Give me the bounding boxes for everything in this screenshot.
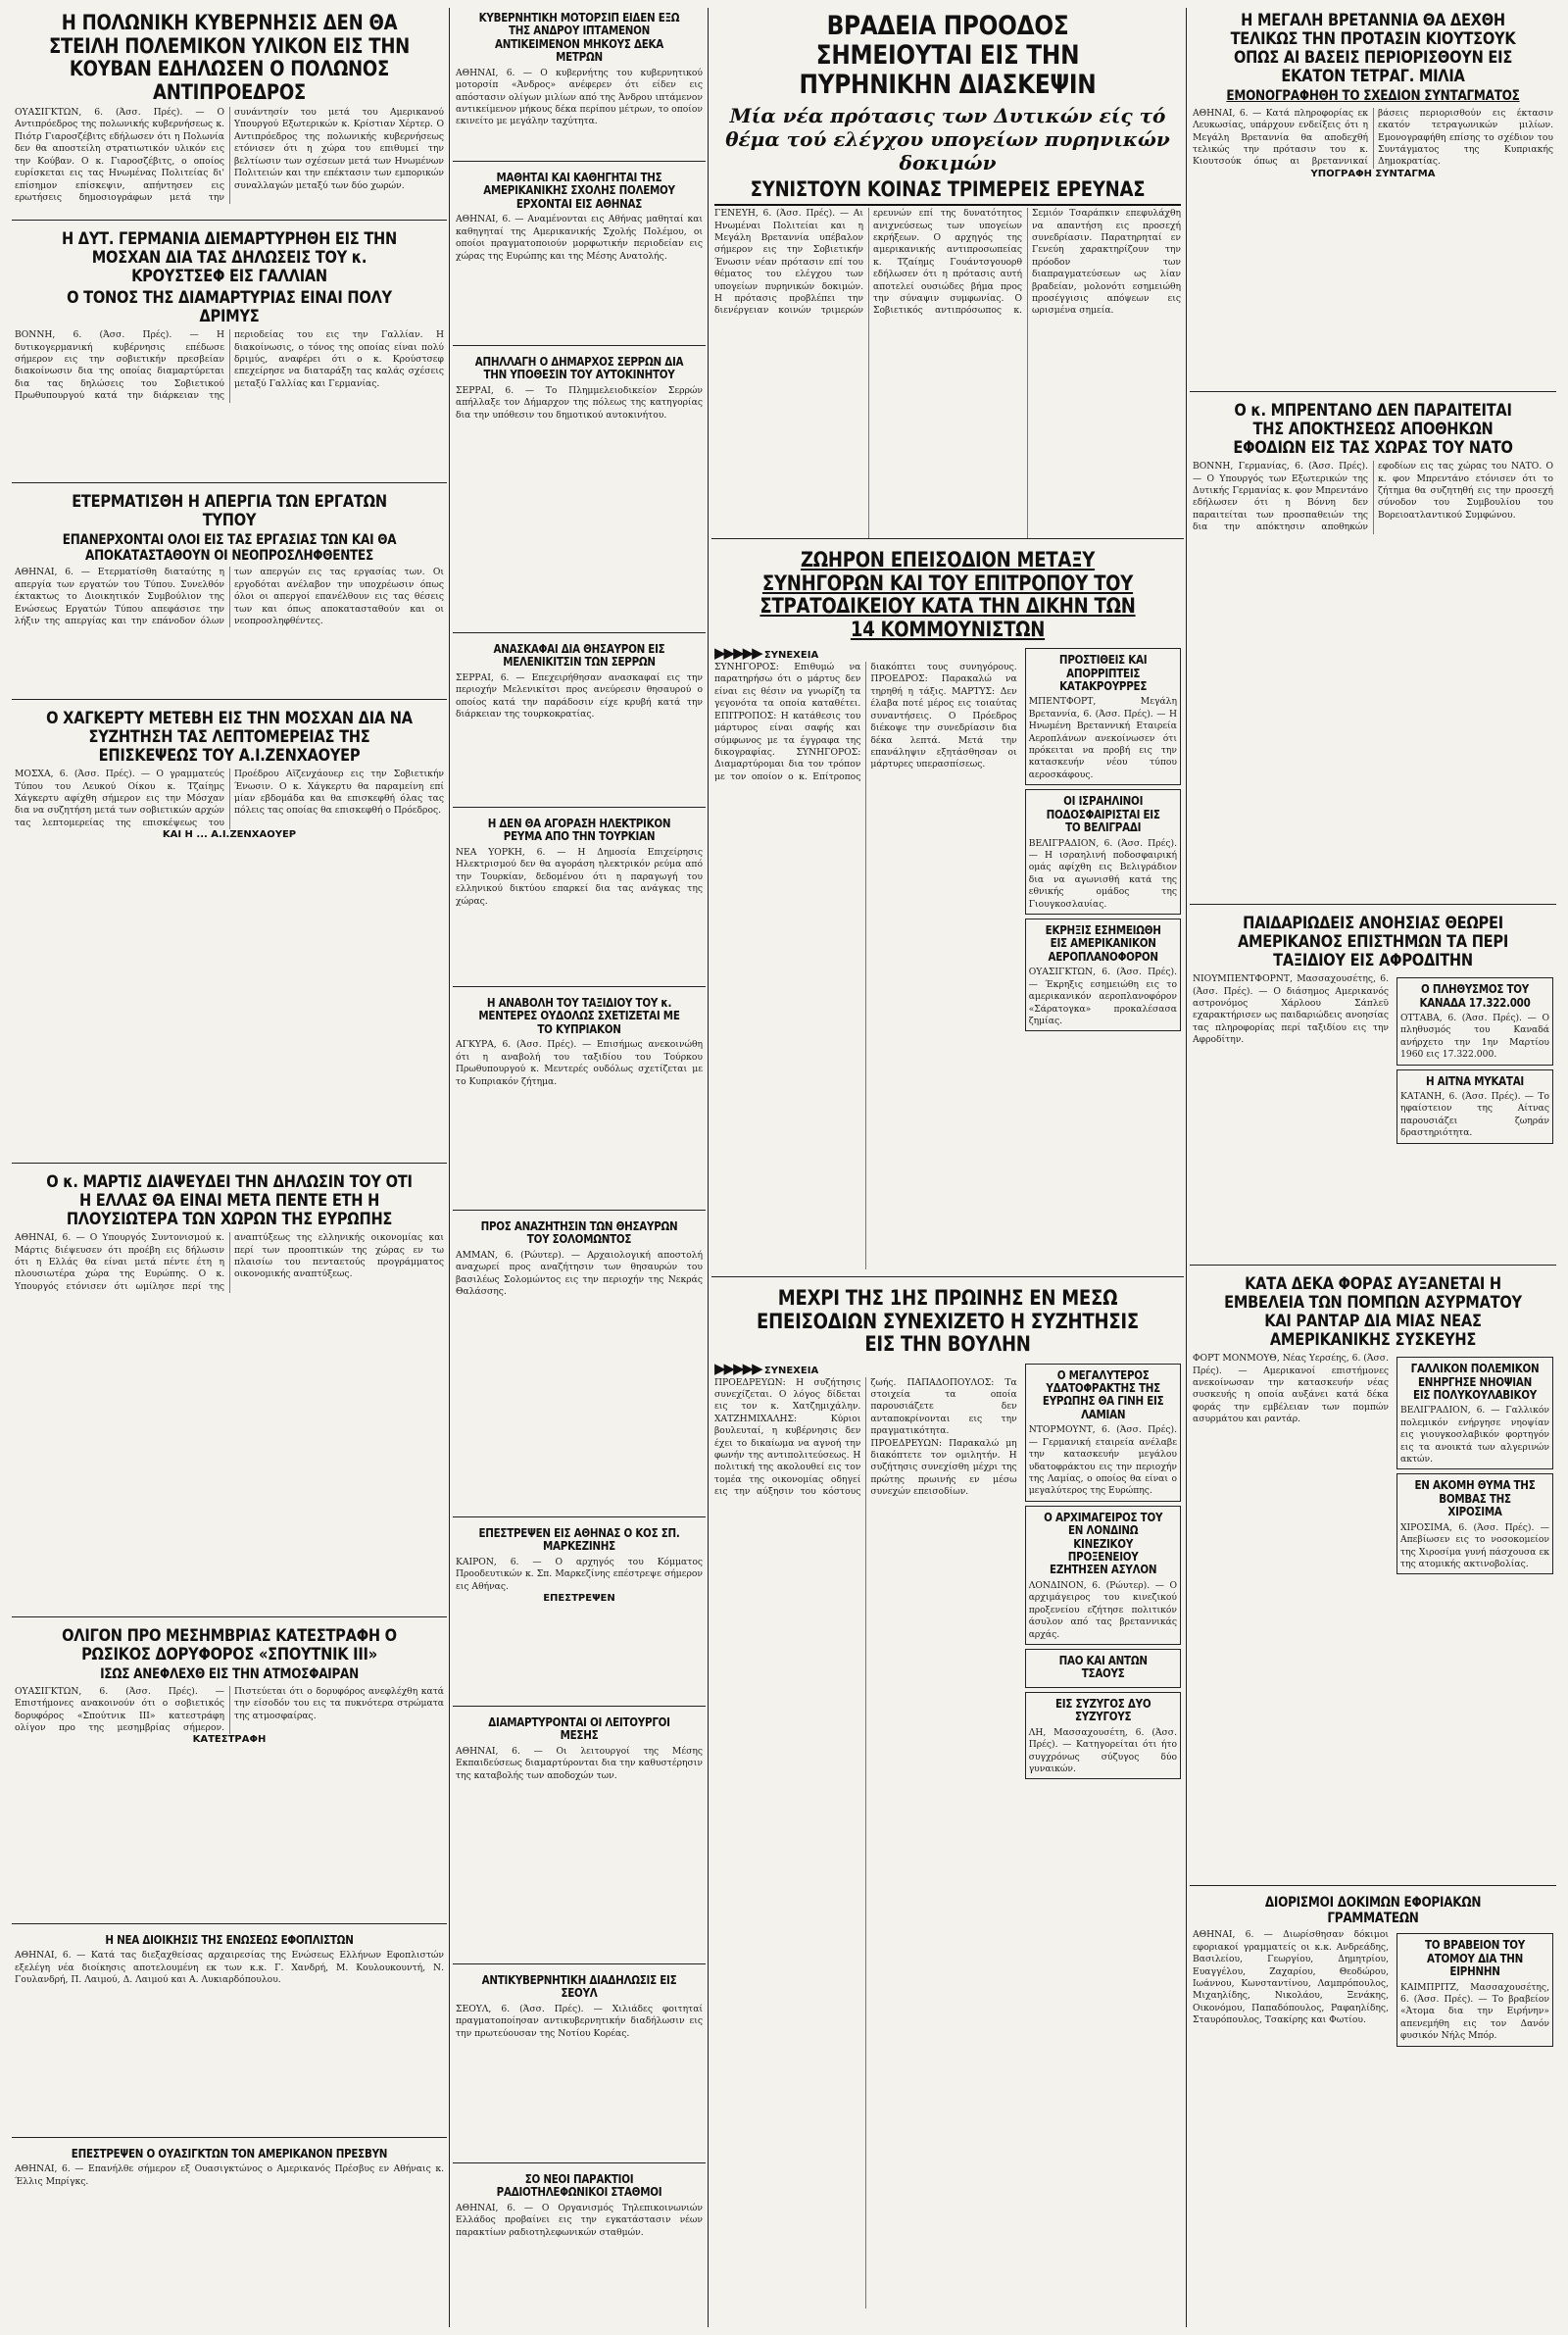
article-body: ΦΟΡΤ ΜΟΝΜΟΥΘ, Νέας Υερσέης, 6. (Άσσ. Πρές). — Αμερικανοί επιστήμονες ανεκοίνωσαν την κατασκευήν νέας συσκευής η οποία αυξάνει κατά δέκα φοράς την εμβέλειαν των πομπών ασυρμάτου και ραντάρ.: [1193, 1353, 1389, 1425]
inner-subhead: ΥΠΟΓΡΑΦΗ ΣΥΝΤΑΓΜΑ: [1310, 168, 1436, 179]
article-radio-stations: [453, 2169, 706, 2322]
box-headline: ΠΑΟ ΚΑΙ ΑΝΤΩΝ ΤΣΑΟΥΣ: [1058, 1653, 1148, 1681]
subheadline: Ο ΤΟΝΟΣ ΤΗΣ ΔΙΑΜΑΡΤΥΡΙΑΣ ΕΙΝΑΙ ΠΟΛΥ ΔΡΙΜΥΣ: [67, 288, 392, 327]
box-body: ΒΕΛΙΓΡΑΔΙΟΝ, 6. — Γαλλικόν πολεμικόν ενήργησε νηοψίαν εις γιουγκοσλαβικόν φορτηγόν εις τα ανοικτά των αλγερινών ακτών.: [1400, 1405, 1549, 1466]
article-body: ΝΙΟΥΜΠΕΝΤΦΟΡΝΤ, Μασσαχουσέτης, 6. (Άσσ. Πρές). — Ο διάσημος Αμερικανός αστρονόμος Χάρλοου Σάπλεϋ εχαρακτήρισεν ως παιδαριώδεις ανοησίας τας πληροφορίας περί ταξιδίου εις την Αφροδίτην.: [1193, 973, 1389, 1046]
subheadline: ΕΜΟΝΟΓΡΑΦΗΘΗ ΤΟ ΣΧΕΔΙΟΝ ΣΥΝΤΑΓΜΑΤΟΣ: [1226, 88, 1520, 105]
article-body: ΑΘΗΝΑΙ, 6. — Ο Οργανισμός Τηλεπικοινωνιών Ελλάδος προβαίνει εις την εγκατάστασιν νέων παρακτίων ραδιοτηλεφωνικών σταθμών.: [456, 2202, 703, 2238]
headline: ΕΠΕΣΤΡΕΨΕΝ ΕΙΣ ΑΘΗΝΑΣ Ο ΚΟΣ ΣΠ. ΜΑΡΚΕΖΙΝΗΣ: [478, 1526, 680, 1554]
column-3: [711, 8, 1184, 2327]
box-headline: ΕΙΣ ΣΥΖΥΓΟΣ ΔΥΟ ΣΥΖΥΓΟΥΣ: [1054, 1696, 1152, 1724]
article-body: ΝΕΑ ΥΟΡΚΗ, 6. — Η Δημοσία Επιχείρησις Ηλεκτρισμού δεν θα αγοράση ηλεκτρικόν ρεύμα από την Τουρκίαν, δεδομένου ότι η παραγωγή του ελληνικού δικτύου επαρκεί δια τας ανάγκας της χώρας.: [456, 846, 703, 907]
article-venus-trip: [1190, 911, 1556, 1266]
article-body: ΑΜΜΑΝ, 6. (Ρώυτερ). — Αρχαιολογική αποστολή αναχωρεί προς αναζήτησιν των θησαυρών του βασιλέως Σολομώντος εις την περιοχήν της Νεκράς Θαλάσσης.: [456, 1249, 703, 1298]
headline: ΑΠΗΛΛΑΓΗ Ο ΔΗΜΑΡΧΟΣ ΣΕΡΡΩΝ ΔΙΑ ΤΗΝ ΥΠΟΘΕΣΙΝ ΤΟΥ ΑΥΤΟΚΙΝΗΤΟΥ: [474, 355, 684, 382]
article-shipowners: [12, 1930, 447, 2138]
headline: Η ΔΕΝ ΘΑ ΑΓΟΡΑΣΗ ΗΛΕΚΤΡΙΚΟΝ ΡΕΥΜΑ ΑΠΟ ΤΗΝ ΤΟΥΡΚΙΑΝ: [487, 817, 671, 844]
sidebar-box-dam: [1025, 1364, 1181, 1502]
article-ambassador-return: [12, 2144, 447, 2307]
divider: [714, 204, 1181, 206]
article-body: ΑΘΗΝΑΙ, 6. — Ο κυβερνήτης του κυβερνητικού μοτορσίπ «Άνδρος» ανέφερεν ότι είδεν εις απόστασιν ολίγων μιλίων από της Άνδρου ιπτάμενον αντικείμενον μήκους δέκα περίπου μέτρων, το οποίον εκινείτο με μεγάλην ταχύτητα.: [456, 67, 703, 127]
continued-marker: ▶▶▶▶▶ ΣΥΝΕΧΕΙΑ: [714, 644, 819, 663]
article-treasure-digs: [453, 639, 706, 808]
box-body: ΟΤΤΑΒΑ, 6. (Άσσ. Πρές). — Ο πληθυσμός του Καναδά ανήρχετο την 1ην Μαρτίου 1960 εις 17.322.000.: [1400, 1012, 1549, 1061]
article-war-college: [453, 168, 706, 346]
headline: ΠΡΟΣ ΑΝΑΖΗΤΗΣΙΝ ΤΩΝ ΘΗΣΑΥΡΩΝ ΤΟΥ ΣΟΛΟΜΩΝΤΟΣ: [480, 1219, 678, 1247]
headline: ΖΩΗΡΟΝ ΕΠΕΙΣΟΔΙΟΝ ΜΕΤΑΞΥ ΣΥΝΗΓΟΡΩΝ ΚΑΙ ΤΟΥ ΕΠΙΤΡΟΠΟΥ ΤΟΥ ΣΤΡΑΤΟΔΙΚΕΙΟΥ ΚΑΤΑ ΤΗΝ ΔΙΚΗΝ ΤΩΝ 14 ΚΟΜΜΟΥΝΙΣΤΩΝ: [760, 548, 1136, 641]
box-headline: ΕΚΡΗΞΙΣ ΕΣΗΜΕΙΩΘΗ ΕΙΣ ΑΜΕΡΙΚΑΝΙΚΟΝ ΑΕΡΟΠΛΑΝΟΦΟΡΟΝ: [1045, 922, 1161, 964]
box-headline: Ο ΜΕΓΑΛΥΤΕΡΟΣ ΥΔΑΤΟΦΡΑΚΤΗΣ ΤΗΣ ΕΥΡΩΠΗΣ ΘΑ ΓΙΝΗ ΕΙΣ ΛΑΜΙΑΝ: [1042, 1367, 1164, 1421]
headline: ΣΟ ΝΕΟΙ ΠΑΡΑΚΤΙΟΙ ΡΑΔΙΟΤΗΛΕΦΩΝΙΚΟΙ ΣΤΑΘΜΟΙ: [496, 2172, 662, 2200]
sidebar-box-pao: [1025, 1649, 1181, 1688]
headline: Η ΠΟΛΩΝΙΚΗ ΚΥΒΕΡΝΗΣΙΣ ΔΕΝ ΘΑ ΣΤΕΙΛΗ ΠΟΛΕΜΙΚΟΝ ΥΛΙΚΟΝ ΕΙΣ ΤΗΝ ΚΟΥΒΑΝ ΕΔΗΛΩΣΕΝ Ο ΠΟΛΩΝΟΣ ΑΝΤΙΠΡΟΕΔΡΟΣ: [48, 11, 411, 104]
continued-marker: ▶▶▶▶▶ ΣΥΝΕΧΕΙΑ: [714, 1359, 819, 1377]
box-body: ΚΑΙΜΠΡΙΤΖ, Μασσαχουσέτης, 6. (Άσσ. Πρές). — Το βραβείον «Άτομα δια την Ειρήνην» απενεμήθη εις τον Δανόν φυσικόν Νήλς Μπόρ.: [1400, 1981, 1549, 2042]
box-headline: ΤΟ ΒΡΑΒΕΙΟΝ ΤΟΥ ΑΤΟΜΟΥ ΔΙΑ ΤΗΝ ΕΙΡΗΝΗΝ: [1424, 1938, 1525, 1979]
sidebar-box-hiroshima: [1396, 1473, 1553, 1574]
sidebar-box-asylum: [1025, 1506, 1181, 1645]
lead-headline: ΒΡΑΔΕΙΑ ΠΡΟΟΔΟΣ ΣΗΜΕΙΟΥΤΑΙ ΕΙΣ ΤΗΝ ΠΥΡΗΝΙΚΗΝ ΔΙΑΣΚΕΨΙΝ: [799, 11, 1097, 101]
article-body: ΣΕΡΡΑΙ, 6. — Επεχειρήθησαν ανασκαφαί εις την περιοχήν Μελενικίτσι προς ανεύρεσιν θησαυρού ο οποίος κατά την παράδοσιν είχε κρυβή κατά την διάρκειαν της τουρκοκρατίας.: [456, 671, 703, 720]
subheadline: ΕΠΑΝΕΡΧΟΝΤΑΙ ΟΛΟΙ ΕΙΣ ΤΑΣ ΕΡΓΑΣΙΑΣ ΤΩΝ ΚΑΙ ΘΑ ΑΠΟΚΑΤΑΣΤΑΘΟΥΝ ΟΙ ΝΕΟΠΡΟΣΛΗΦΘΕΝΤΕΣ: [62, 532, 397, 564]
box-headline: ΠΡΟΣΤΙΘΕΙΣ ΚΑΙ ΑΠΟΡΡΙΠΤΕΙΣ ΚΑΤΑΚΡΟΥΡΡΕΣ: [1058, 653, 1148, 693]
box-body: ΚΑΤΑΝΗ, 6. (Άσσ. Πρές). — Το ηφαίστειον της Αίτνας παρουσιάζει ζωηράν δραστηριότητα.: [1400, 1091, 1549, 1139]
article-markezinis: [453, 1523, 706, 1707]
article-body: ΑΘΗΝΑΙ, 6. — Κατά πληροφορίας εκ Λευκωσίας, υπάρχουν ενδείξεις ότι η Μεγάλη Βρεταννία θα αποδεχθή τελικώς την πρότασιν του κ. Κιουτσούκ όπως αι βρεταννικαί βάσεις περιορισθούν εις έκτασιν εκατόν τετραγωνικών μιλίων. Εμονογραφήθη επίσης το σχέδιον του Συντάγματος της Κυπριακής Δημοκρατίας.: [1193, 107, 1553, 168]
box-headline: Ο ΠΛΗΘΥΣΜΟΣ ΤΟΥ ΚΑΝΑΔΑ 17.322.000: [1419, 982, 1531, 1010]
article-parliament-debate: [711, 1283, 1184, 2327]
article-body: ΠΡΟΕΔΡΕΥΩΝ: Η συζήτησις συνεχίζεται. Ο λόγος δίδεται εις τον κ. Χατζημιχάλην. ΧΑΤΖΗΜΙΧΑΛΗΣ: Κύριοι βουλευταί, η κυβέρνησις δεν έχει το δικαίωμα να αγνοή την φωνήν της αντιπολιτεύσεως. Η πολιτική της ακολουθεί εις τον τομέα της οικονομίας οδηγεί εις την αύξησιν του κόστους ζωής. ΠΑΠΑΔΟΠΟΥΛΟΣ: Τα στοιχεία τα οποία παρουσιάζετε δεν ανταποκρίνονται εις την πραγματικότητα. ΠΡΟΕΔΡΕΥΩΝ: Παρακαλώ μη διακόπτετε τον ομιλητήν. Η συζήτησις συνεχίσθη μέχρι της πρώτης πρωινής εν μέσω συνεχών επεισοδίων.: [714, 1376, 1017, 1498]
article-teachers-protest: [453, 1713, 706, 1964]
box-headline: Η ΑΙΤΝΑ ΜΥΚΑΤΑΙ: [1425, 1073, 1525, 1088]
article-body: ΑΘΗΝΑΙ, 6. — Επανήλθε σήμερον εξ Ουασιγκτώνος ο Αμερικανός Πρέσβυς εν Αθήναις κ. Έλλις Μπρίγκς.: [15, 2163, 444, 2187]
headline: ΑΝΤΙΚΥΒΕΡΝΗΤΙΚΗ ΔΙΑΔΗΛΩΣΙΣ ΕΙΣ ΣΕΟΥΛ: [481, 1973, 677, 2001]
article-body: ΑΘΗΝΑΙ, 6. — Οι λειτουργοί της Μέσης Εκπαιδεύσεως διαμαρτύρονται δια την καθυστέρησιν της καταβολής των αποδοχών των.: [456, 1745, 703, 1781]
article-brentano-nato: [1190, 398, 1556, 905]
article-britain-bases: [1190, 8, 1556, 392]
inner-subhead: ΕΠΕΣΤΡΕΨΕΝ: [543, 1593, 615, 1605]
headline: Ο κ. ΜΑΡΤΙΣ ΔΙΑΨΕΥΔΕΙ ΤΗΝ ΔΗΛΩΣΙΝ ΤΟΥ ΟΤΙ Η ΕΛΛΑΣ ΘΑ ΕΙΝΑΙ ΜΕΤΑ ΠΕΝΤΕ ΕΤΗ Η ΠΛΟΥΣΙΩΤΕΡΑ ΤΩΝ ΧΩΡΩΝ ΤΗΣ ΕΥΡΩΠΗΣ: [46, 1172, 413, 1230]
headline: ΕΠΕΣΤΡΕΨΕΝ Ο ΟΥΑΣΙΓΚΤΩΝ ΤΟΝ ΑΜΕΡΙΚΑΝΟΝ ΠΡΕΣΒΥΝ: [71, 2147, 388, 2161]
article-body: ΟΥΑΣΙΓΚΤΩΝ, 6. (Άσσ. Πρές). — Ο Αντιπρόεδρος της πολωνικής κυβερνήσεως κ. Πιότρ Γιαροσζέβιτς εδήλωσεν ότι η Πολωνία δεν θα αποστείλη στρατιωτικόν υλικόν εις την Κούβαν. Ο κ. Γιαροσζέβιτς, ο οποίος ευρίσκεται εις τας Ηνωμένας Πολιτείας δι' επίσημον επίσκεψιν, απήντησεν εις ερωτήσεις δημοσιογράφων μετά την συνάντησίν του μετά του Αμερικανού Υπουργού Εξωτερικών κ. Κρίστιαν Χέρτερ. Ο Αντιπρόεδρος της πολωνικής κυβερνήσεως ετόνισεν ότι η χώρα του επιθυμεί την βελτίωσιν των σχέσεων μετά των Ηνωμένων Πολιτειών και την επέκτασιν των εμπορικών συναλλαγών μεταξύ των δύο χωρών.: [15, 107, 444, 203]
box-headline: ΟΙ ΙΣΡΑΗΛΙΝΟΙ ΠΟΔΟΣΦΑΙΡΙΣΤΑΙ ΕΙΣ ΤΟ ΒΕΛΙΓΡΑΔΙ: [1046, 794, 1160, 835]
headline: ΟΛΙΓΟΝ ΠΡΟ ΜΕΣΗΜΒΡΙΑΣ ΚΑΤΕΣΤΡΑΦΗ Ο ΡΩΣΙΚΟΣ ΔΟΡΥΦΟΡΟΣ «ΣΠΟΥΤΝΙΚ ΙΙΙ»: [62, 1626, 397, 1665]
sidebar-box-canada: [1396, 977, 1553, 1066]
lead-subheadline: Μία νέα πρότασις των Δυτικών είς τό θέμα τού ελέγχου υπογείων πυρηνικών δοκιμών: [725, 103, 1170, 174]
article-body: ΑΘΗΝΑΙ, 6. — Ο Υπουργός Συντονισμού κ. Μάρτις διέψευσεν ότι προέβη εις δήλωσιν ότι η Ελλάς θα είναι μετά πέντε έτη η πλουσιωτέρα χώρα της Ευρώπης. Ο κ. Υπουργός ετόνισεν ότι ωμίλησε περί της αναπτύξεως της ελληνικής οικονομίας και περί των προοπτικών της χώρας εν τω πλαισίω του πενταετούς προγράμματος οικονομικής αναπτύξεως.: [15, 1232, 444, 1292]
article-body: ΑΘΗΝΑΙ, 6. — Διωρίσθησαν δόκιμοι εφοριακοί γραμματείς οι κ.κ. Ανδρεάδης, Βασιλείου, Γεωργίου, Δημητρίου, Ευαγγέλου, Ζαχαρίου, Θεοδώρου, Ιωάννου, Κωνσταντίνου, Λαμπρόπουλος, Μιχαηλίδης, Νικολάου, Ξενάκης, Οικονόμου, Παπαδόπουλος, Ραφαηλίδης, Σταυρόπουλος, Τσακίρης και Φωτίου.: [1193, 1929, 1389, 2026]
article-electricity-turkey: [453, 814, 706, 987]
headline: Ο κ. ΜΠΡΕΝΤΑΝΟ ΔΕΝ ΠΑΡΑΙΤΕΙΤΑΙ ΤΗΣ ΑΠΟΚΤΗΣΕΩΣ ΑΠΟΘΗΚΩΝ ΕΦΟΔΙΩΝ ΕΙΣ ΤΑΣ ΧΩΡΑΣ ΤΟΥ ΝΑΤΟ: [1233, 401, 1513, 459]
article-radar-device: [1190, 1271, 1556, 1886]
box-body: ΟΥΑΣΙΓΚΤΩΝ, 6. (Άσσ. Πρές). — Έκρηξις εσημειώθη εις το αμερικανικόν αεροπλανοφόρον «Σάρατογκα» προκαλέσασα ζημίας.: [1028, 967, 1177, 1026]
article-solomon-treasures: [453, 1217, 706, 1517]
article-press-strike: [12, 489, 447, 700]
column-rule: [449, 8, 450, 2327]
article-body: ΟΥΑΣΙΓΚΤΩΝ, 6. (Άσσ. Πρές). — Επιστήμονες ανακοινούν ότι ο σοβιετικός δορυφόρος «Σπούτνικ ΙΙΙ» κατεστράφη ολίγον προ της μεσημβρίας σήμερον. Πιστεύεται ότι ο δορυφόρος ανεφλέχθη κατά την είσοδόν του εις τα πυκνότερα στρώματα της ατμοσφαίρας.: [15, 1685, 444, 1733]
headline: ΑΝΑΣΚΑΦΑΙ ΔΙΑ ΘΗΣΑΥΡΟΝ ΕΙΣ ΜΕΛΕΝΙΚΙΤΣΙΝ ΤΩΝ ΣΕΡΡΩΝ: [493, 642, 665, 670]
inner-subhead: ΚΑΙ Η ... Α.Ι.ΖΕΝΧΑΟΥΕΡ: [162, 829, 297, 841]
box-headline: ΕΝ ΑΚΟΜΗ ΘΥΜΑ ΤΗΣ ΒΟΜΒΑΣ ΤΗΣ ΧΙΡΟΣΙΜΑ: [1414, 1478, 1536, 1519]
article-body: ΣΕΟΥΛ, 6. (Άσσ. Πρές). — Χιλιάδες φοιτηταί πραγματοποίησαν αντικυβερνητικήν διαδήλωσιν εις την πρωτεύουσαν της Νοτίου Κορέας.: [456, 2003, 703, 2039]
article-body: ΜΟΣΧΑ, 6. (Άσσ. Πρές). — Ο γραμματεύς Τύπου του Λευκού Οίκου κ. Τζαίημς Χάγκερτυ αφίχθη σήμερον εις την Μόσχαν δια να συζητήση μετά των σοβιετικών αρχών τας λεπτομερείας της επισκέψεως του Προέδρου Αϊζενχάουερ εις την Σοβιετικήν Ένωσιν. Ο κ. Χάγκερτυ θα παραμείνη επί μίαν εβδομάδα και θα επισκεφθή όλας τας πόλεις τας οποίας θα επισκεφθή ο Πρόεδρος.: [15, 769, 444, 828]
article-motorship-ufo: [453, 8, 706, 162]
article-serres-mayor: [453, 352, 706, 633]
lead-article-nuclear-conference: [711, 8, 1184, 539]
article-body: ΓΕΝΕΥΗ, 6. (Άσσ. Πρές). — Αι Ηνωμέναι Πολιτείαι και η Μεγάλη Βρεταννία υπέβαλον σήμερον εις την Σοβιετικήν Ένωσιν νέαν πρότασιν επί του θέματος του ελέγχου των υπογείων πυρηνικών δοκιμών. Η πρότασις προβλέπει την διενέργειαν κοινών τριμερών ερευνών επί της δυνατότητος ανιχνεύσεως των υπογείων εκρήξεων. Ο αρχηγός της αμερικανικής αντιπροσωπείας κ. Τζαίημς Γουάντσγουορθ εδήλωσεν ότι η πρότασις αυτή αποτελεί ουσιώδες βήμα προς την σύναψιν συμφωνίας. Ο Σοβιετικός αντιπρόσωπος κ. Σεμιόν Τσαράπκιν επεφυλάχθη να απαντήση εις προσεχή συνεδρίασιν. Παρατηρηταί εν Γενεύη χαρακτηρίζουν την πρόοδον των διαπραγματεύσεων ως λίαν βραδείαν, μολονότι εσημειώθη προσέγγισις απόψεων εις ωρισμένα σημεία.: [714, 208, 1181, 317]
column-2: [453, 8, 706, 2327]
sidebar-box-bigamy: [1025, 1692, 1181, 1780]
inner-subhead: ΚΑΤΕΣΤΡΑΦΗ: [192, 1734, 267, 1746]
box-headline: ΓΑΛΛΙΚΟΝ ΠΟΛΕΜΙΚΟΝ ΕΝΗΡΓΗΣΕ ΝΗΟΨΙΑΝ ΕΙΣ ΠΟΛΥΚΟΥΛΑΒΙΚΟΥ: [1410, 1362, 1540, 1402]
headline: Ο ΧΑΓΚΕΡΤΥ ΜΕΤΕΒΗ ΕΙΣ ΤΗΝ ΜΟΣΧΑΝ ΔΙΑ ΝΑ ΣΥΖΗΤΗΣΗ ΤΑΣ ΛΕΠΤΟΜΕΡΕΙΑΣ ΤΗΣ ΕΠΙΣΚΕΨΕΩΣ ΤΟΥ Α.Ι.ΖΕΝΧΑΟΥΕΡ: [46, 709, 413, 767]
headline: ΔΙΑΜΑΡΤΥΡΟΝΤΑΙ ΟΙ ΛΕΙΤΟΥΡΓΟΙ ΜΕΣΗΣ: [488, 1715, 670, 1743]
headline: ΕΤΕΡΜΑΤΙΣΘΗ Η ΑΠΕΡΓΙΑ ΤΩΝ ΕΡΓΑΤΩΝ ΤΥΠΟΥ: [72, 492, 387, 531]
column-4: [1190, 8, 1556, 2327]
article-court-incident: [711, 545, 1184, 1277]
column-rule: [708, 8, 709, 2327]
article-body: ΚΑΙΡΟΝ, 6. — Ο αρχηγός του Κόμματος Προοδευτικών κ. Σπ. Μαρκεζίνης επέστρεψε σήμερον εις Αθήνας.: [456, 1556, 703, 1592]
lead-kicker: ΣΥΝΙΣΤΟΥΝ ΚΟΙΝΑΣ ΤΡΙΜΕΡΕΙΣ ΕΡΕΥΝΑΣ: [750, 176, 1146, 201]
column-1: [12, 8, 447, 2327]
article-menderes-trip: [453, 993, 706, 1211]
headline: Η ΑΝΑΒΟΛΗ ΤΟΥ ΤΑΞΙΔΙΟΥ ΤΟΥ κ. ΜΕΝΤΕΡΕΣ ΟΥΔΟΛΩΣ ΣΧΕΤΙΖΕΤΑΙ ΜΕ ΤΟ ΚΥΠΡΙΑΚΟΝ: [478, 996, 680, 1036]
article-body: ΑΓΚΥΡΑ, 6. (Άσσ. Πρές). — Επισήμως ανεκοινώθη ότι η αναβολή του ταξιδίου του Τούρκου Πρωθυπουργού κ. Μεντερές ουδόλως σχετίζεται με το Κυπριακόν ζήτημα.: [456, 1039, 703, 1087]
article-body: ΑΘΗΝΑΙ, 6. — Ετερματίσθη διαταύτης η απεργία των εργατών του Τύπου. Συνελθόν έκτακτως το Διοικητικόν Συμβούλιον της Ενώσεως Εργατών Τύπου απεφάσισε την λήξιν της απεργίας και την επάνοδον όλων των απεργών εις τας εργασίας των. Οι εργοδόται ανέλαβον την υποχρέωσιν όπως όλοι οι απεργοί επανέλθουν εις τας θέσεις των και όπως αποκατασταθούν και οι νεοπροσληφθέντες.: [15, 567, 444, 627]
article-body: ΒΟΝΝΗ, 6. (Άσσ. Πρές). — Η δυτικογερμανική κυβέρνησις επέδωσε σήμερον εις την σοβιετικήν πρεσβείαν διακοίνωσιν δια της οποίας διαμαρτύρεται δια τας δηλώσεις του Σοβιετικού Πρωθυπουργού κατά την διάρκειαν της περιοδείας του εις την Γαλλίαν. Η διακοίνωσις, ο τόνος της οποίας είναι πολύ δριμύς, αναφέρει ότι ο κ. Κρούστσεφ επεχείρησε να διαταράξη τας καλάς σχέσεις μεταξύ Γαλλίας και Γερμανίας.: [15, 329, 444, 402]
subheadline: ΙΣΩΣ ΑΝΕΦΛΕΧΘ ΕΙΣ ΤΗΝ ΑΤΜΟΣΦΑΙΡΑΝ: [100, 1666, 359, 1683]
headline: ΜΑΘΗΤΑΙ ΚΑΙ ΚΑΘΗΓΗΤΑΙ ΤΗΣ ΑΜΕΡΙΚΑΝΙΚΗΣ ΣΧΟΛΗΣ ΠΟΛΕΜΟΥ ΕΡΧΟΝΤΑΙ ΕΙΣ ΑΘΗΝΑΣ: [483, 171, 675, 211]
headline: ΜΕΧΡΙ ΤΗΣ 1ΗΣ ΠΡΩΙΝΗΣ ΕΝ ΜΕΣΩ ΕΠΕΙΣΟΔΙΩΝ ΣΥΝΕΧΙΖΕΤΟ Η ΣΥΖΗΤΗΣΙΣ ΕΙΣ ΤΗΝ ΒΟΥΛΗΝ: [757, 1286, 1139, 1357]
headline: ΠΑΙΔΑΡΙΩΔΕΙΣ ΑΝΟΗΣΙΑΣ ΘΕΩΡΕΙ ΑΜΕΡΙΚΑΝΟΣ ΕΠΙΣΤΗΜΩΝ ΤΑ ΠΕΡΙ ΤΑΞΙΔΙΟΥ ΕΙΣ ΑΦΡΟΔΙΤΗΝ: [1237, 914, 1509, 971]
article-hagerty-moscow: [12, 706, 447, 1164]
sidebar-box-atom-prize: [1396, 1933, 1553, 2046]
article-polish-government: [12, 8, 447, 221]
box-body: ΝΤΟΡΜΟΥΝΤ, 6. (Άσσ. Πρές). — Γερμανική εταιρεία ανέλαβε την κατασκευήν μεγάλου υδατοφράκτου εις την περιοχήν της Λαμίας, ο οποίος θα είναι ο μεγαλύτερος της Ευρώπης.: [1028, 1424, 1177, 1497]
column-rule: [1186, 8, 1187, 2327]
article-sputnik-iii: [12, 1623, 447, 1924]
article-body: ΣΥΝΗΓΟΡΟΣ: Επιθυμώ να παρατηρήσω ότι ο μάρτυς δεν είναι εις θέσιν να γνωρίζη τα γεγονότα τα οποία καταθέτει. ΕΠΙΤΡΟΠΟΣ: Η κατάθεσις του μάρτυρος είναι σαφής και σύμφωνος με τα έγγραφα της δικογραφίας. ΣΥΝΗΓΟΡΟΣ: Διαμαρτύρομαι δια τον τρόπον με τον οποίον ο κ. Επίτροπος διακόπτει τους συνηγόρους. ΠΡΟΕΔΡΟΣ: Παρακαλώ να τηρηθή η τάξις. ΜΑΡΤΥΣ: Δεν έλαβα ποτέ μέρος εις τοιαύτας συναντήσεις. Ο Πρόεδρος διέκοψε την συνεδρίασιν δια δέκα λεπτά. Μετά την επανάληψιν εξητάσθησαν οι μάρτυρες υπερασπίσεως.: [714, 662, 1017, 782]
newspaper-page: [12, 8, 1556, 2327]
article-body: ΑΘΗΝΑΙ, 6. — Κατά τας διεξαχθείσας αρχαιρεσίας της Ενώσεως Ελλήνων Εφοπλιστών εξελέγη νέα διοίκησις αποτελουμένη εκ των κ.κ. Γ. Χανδρή, Μ. Κουλουκουντή, Ν. Γουλανδρή, Π. Λαιμού, Δ. Λαιμού και Α. Λυκιαρδόπουλου.: [15, 1950, 444, 1986]
article-body: ΒΟΝΝΗ, Γερμανίας, 6. (Άσσ. Πρές). — Ο Υπουργός των Εξωτερικών της Δυτικής Γερμανίας κ. φον Μπρεντάνο εδήλωσεν ότι η Βόννη δεν παραιτείται των προσπαθειών της δια την απόκτησιν αποθηκών εφοδίων εις τας χώρας του ΝΑΤΟ. Ο κ. φον Μπρεντάνο ετόνισεν ότι το ζήτημα θα συζητηθή εις την προσεχή σύνοδον του Συμβουλίου του Βορειοατλαντικού Συμφώνου.: [1193, 461, 1553, 533]
box-body: ΛΟΝΔΙΝΟΝ, 6. (Ρώυτερ). — Ο αρχιμάγειρος του κινεζικού προξενείου εζήτησε πολιτικόν άσυλον από τας βρεταννικάς αρχάς.: [1028, 1579, 1177, 1640]
sidebar-box-explosion: [1025, 919, 1181, 1031]
sidebar-box-french-warship: [1396, 1357, 1553, 1469]
headline: ΚΥΒΕΡΝΗΤΙΚΗ ΜΟΤΟΡΣΙΠ ΕΙΔΕΝ ΕΞΩ ΤΗΣ ΑΝΔΡΟΥ ΙΠΤΑΜΕΝΟΝ ΑΝΤΙΚΕΙΜΕΝΟΝ ΜΗΚΟΥΣ ΔΕΚΑ ΜΕΤΡΩΝ: [478, 11, 680, 65]
box-body: ΜΠΕΝΤΦΟΡΤ, Μεγάλη Βρεταννία, 6. (Άσσ. Πρές). — Η Ηνωμένη Βρεταννική Εταιρεία Αεροπλάνων ανεκοίνωσεν ότι πρόκειται να προβή εις την κατασκευήν νέου τύπου αεροσκάφους.: [1028, 696, 1177, 780]
headline: ΔΙΟΡΙΣΜΟΙ ΔΟΚΙΜΩΝ ΕΦΟΡΙΑΚΩΝ ΓΡΑΜΜΑΤΕΩΝ: [1264, 1895, 1482, 1926]
headline: Η ΝΕΑ ΔΙΟΙΚΗΣΙΣ ΤΗΣ ΕΝΩΣΕΩΣ ΕΦΟΠΛΙΣΤΩΝ: [105, 1933, 354, 1947]
box-body: ΧΙΡΟΣΙΜΑ, 6. (Άσσ. Πρές). — Απεβίωσεν εις το νοσοκομείον της Χιροσίμα γυνή πάσχουσα εκ της ατομικής ακτινοβολίας.: [1400, 1521, 1549, 1569]
article-body: ΑΘΗΝΑΙ, 6. — Αναμένονται εις Αθήνας μαθηταί και καθηγηταί της Αμερικανικής Σχολής Πολέμου, οι οποίοι πραγματοποιούν μορφωτικήν περιοδείαν εις χώρας της Ευρώπης και της Μέσης Ανατολής.: [456, 214, 703, 262]
article-seoul-demonstration: [453, 1970, 706, 2163]
article-west-germany-protest: [12, 226, 447, 483]
box-body: ΒΕΛΙΓΡΑΔΙΟΝ, 6. (Άσσ. Πρές). — Η ισραηλινή ποδοσφαιρική ομάς αφίχθη εις Βελιγράδιον δια να αγωνισθή κατά της εθνικής ομάδος της Γιουγκοσλαυίας.: [1028, 837, 1177, 910]
headline: Η ΜΕΓΑΛΗ ΒΡΕΤΑΝΝΙΑ ΘΑ ΔΕΧΘΗ ΤΕΛΙΚΩΣ ΤΗΝ ΠΡΟΤΑΣΙΝ ΚΙΟΥΤΣΟΥΚ ΟΠΩΣ ΑΙ ΒΑΣΕΙΣ ΠΕΡΙΟΡΙΣΘΟΥΝ ΕΙΣ ΕΚΑΤΟΝ ΤΕΤΡΑΓ. ΜΙΛΙΑ: [1230, 11, 1516, 87]
sidebar-box-footballers: [1025, 789, 1181, 915]
article-body: ΣΕΡΡΑΙ, 6. — Το Πλημμελειοδικείον Σερρών απήλλαξε τον Δήμαρχον της πόλεως της κατηγορίας δια την υπόθεσιν του δημοτικού αυτοκινήτου.: [456, 384, 703, 421]
headline: Η ΔΥΤ. ΓΕΡΜΑΝΙΑ ΔΙΕΜΑΡΤΥΡΗΘΗ ΕΙΣ ΤΗΝ ΜΟΣΧΑΝ ΔΙΑ ΤΑΣ ΔΗΛΩΣΕΙΣ ΤΟΥ κ. ΚΡΟΥΣΤΣΕΦ ΕΙΣ ΓΑΛΛΙΑΝ: [61, 229, 398, 287]
box-headline: Ο ΑΡΧΙΜΑΓΕΙΡΟΣ ΤΟΥ ΕΝ ΛΟΝΔΙΝΩ ΚΙΝΕΖΙΚΟΥ ΠΡΟΞΕΝΕΙΟΥ ΕΖΗΤΗΣΕΝ ΑΣΥΛΟΝ: [1043, 1510, 1162, 1577]
article-martis-denial: [12, 1169, 447, 1617]
sidebar-box-etna: [1396, 1069, 1553, 1144]
article-tax-appointments: [1190, 1892, 1556, 2327]
sidebar-box-aircraft: [1025, 648, 1181, 785]
box-body: ΛΗ, Μασσαχουσέτη, 6. (Άσσ. Πρές). — Κατηγορείται ότι ήτο συγχρόνως σύζυγος δύο γυναικών.: [1028, 1726, 1177, 1774]
headline: ΚΑΤΑ ΔΕΚΑ ΦΟΡΑΣ ΑΥΞΑΝΕΤΑΙ Η ΕΜΒΕΛΕΙΑ ΤΩΝ ΠΟΜΠΩΝ ΑΣΥΡΜΑΤΟΥ ΚΑΙ ΡΑΝΤΑΡ ΔΙΑ ΜΙΑΣ ΝΕΑΣ ΑΜΕΡΙΚΑΝΙΚΗΣ ΣΥΣΚΕΥΗΣ: [1224, 1274, 1522, 1351]
